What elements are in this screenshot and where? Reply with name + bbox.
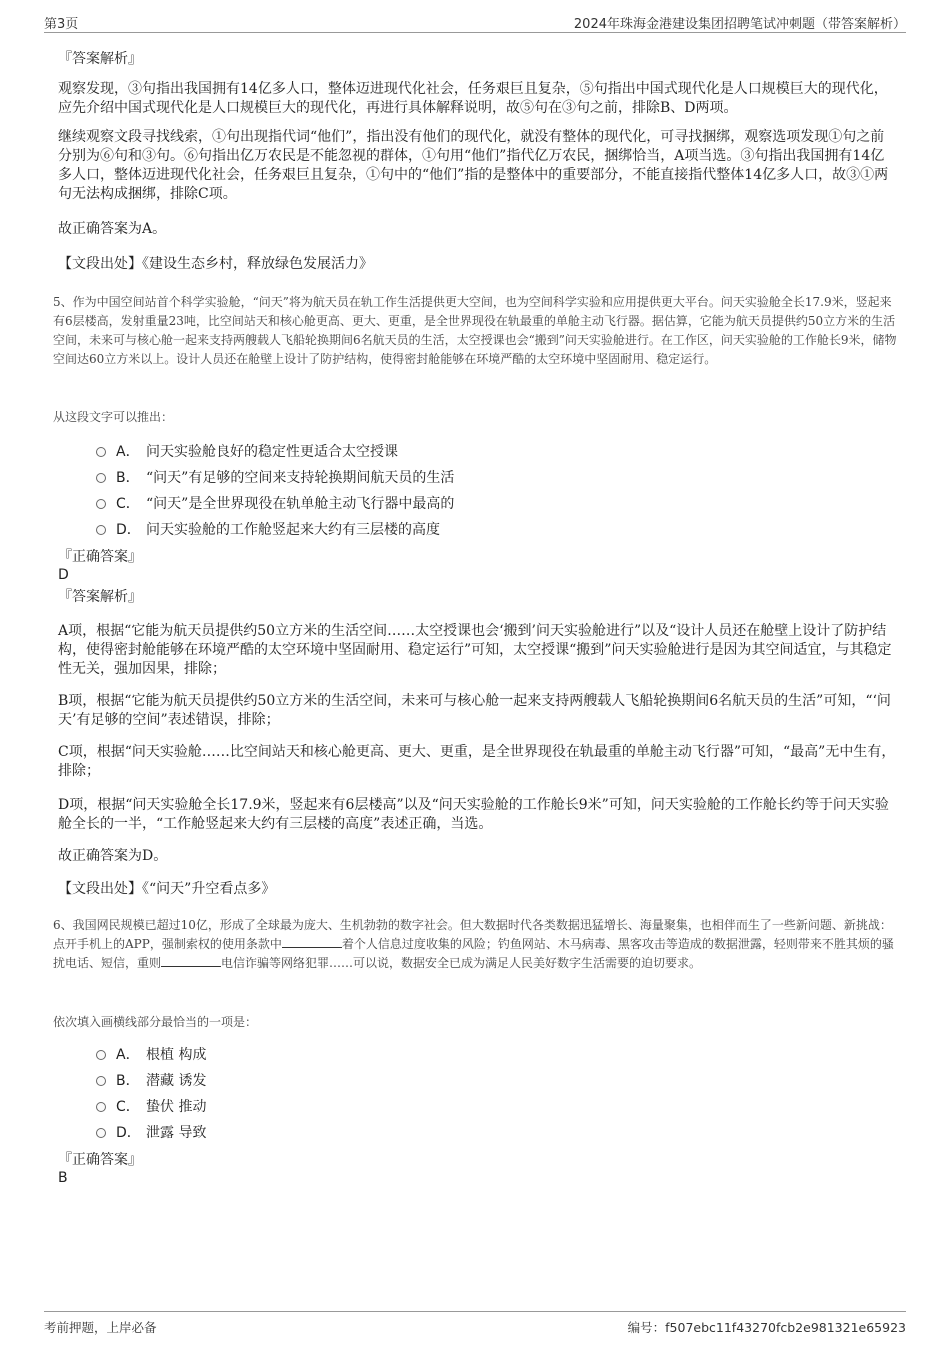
option-letter: C． bbox=[116, 1099, 140, 1115]
footer-slogan: 考前押题，上岸必备 bbox=[44, 1320, 157, 1335]
source-citation: 【文段出处】《建设生态乡村，释放绿色发展活力》 bbox=[58, 256, 373, 272]
option-text: 问天实验舱良好的稳定性更适合太空授课 bbox=[146, 444, 398, 460]
option-text: 潜藏 诱发 bbox=[146, 1073, 207, 1089]
option-c[interactable] bbox=[96, 1097, 206, 1117]
radio-button[interactable] bbox=[96, 499, 106, 509]
analysis-paragraph: 观察发现，③句指出我国拥有14亿多人口，整体迈进现代化社会，任务艰巨且复杂，⑤句指出中国式现代化是人口规模巨大的现代化，应先介绍中国式现代化是人口规模巨大的现代化，再进行具体解释说明，故⑤句在③句之前，排除B、D两项。 bbox=[58, 81, 888, 116]
analysis-item-a: A项，根据“它能为航天员提供约50立方米的生活空间……太空授课也会‘搬到’问天实验舱进行”以及“设计人员还在舱壁上设计了防护结构，使得密封舱能够在环境严酷的太空环境中坚固耐用、稳定运行”可知，太空授课“搬到”问天实验舱进行是因为其空间适宜，与其稳定性无关，强加因果，排除； bbox=[58, 623, 892, 677]
conclusion: 故正确答案为A。 bbox=[58, 221, 167, 237]
option-letter: B． bbox=[116, 470, 140, 486]
option-text: 蛰伏 推动 bbox=[146, 1099, 207, 1115]
radio-button[interactable] bbox=[96, 1050, 106, 1060]
radio-button[interactable] bbox=[96, 447, 106, 457]
analysis-paragraph: 继续观察文段寻找线索，①句出现指代词“他们”，指出没有他们的现代化，就没有整体的现代化，可寻找捆绑，观察选项发现①句之前分别为⑥句和③句。⑥句指出亿万农民是不能忽视的群体，①句用“他们”指代亿万农民，捆绑恰当，A项当选。③句指出我国拥有14亿多人口，整体迈进现代化社会，任务艰巨且复杂，①句中的“他们”指的是整体中的重要部分，不能直接指代整体14亿多人口，故③①两句无法构成捆绑，排除C项。 bbox=[58, 129, 889, 202]
analysis-item-d: D项，根据“问天实验舱全长17.9米，竖起来有6层楼高”以及“问天实验舱的工作舱长9米”可知，问天实验舱的工作舱长约等于问天实验舱全长的一半，“工作舱竖起来大约有三层楼的高度”表述正确，当选。 bbox=[58, 797, 889, 832]
option-c[interactable] bbox=[96, 494, 454, 514]
question-text bbox=[53, 916, 898, 973]
page-footer bbox=[44, 1311, 906, 1338]
analysis-label: 『答案解析』 bbox=[58, 589, 142, 605]
question-stem: 从这段文字可以推出： bbox=[53, 410, 174, 424]
page-number: 第3页 bbox=[44, 17, 79, 32]
radio-button[interactable] bbox=[96, 1076, 106, 1086]
document-title: 2024年珠海金港建设集团招聘笔试冲刺题（带答案解析） bbox=[573, 17, 906, 32]
fill-blank bbox=[282, 947, 342, 948]
correct-answer: B bbox=[58, 1170, 68, 1186]
fill-blank bbox=[161, 966, 221, 967]
radio-button[interactable] bbox=[96, 1128, 106, 1138]
document-code: 编号：f507ebc11f43270fcb2e981321e65923 bbox=[627, 1320, 906, 1335]
question-text-part: 6、我国网民规模已超过10亿，形成了全球最为庞大、生机勃勃的数字社会。但大数据时代各类数据迅猛增长、海量聚集，也相伴而生了一些新问题、新挑战：点开手机上的APP，强制索权的使用条款中 bbox=[53, 918, 892, 951]
option-b[interactable] bbox=[96, 468, 454, 488]
source-citation: 【文段出处】《“问天”升空看点多》 bbox=[58, 881, 276, 897]
question-stem: 依次填入画横线部分最恰当的一项是： bbox=[53, 1015, 258, 1029]
option-a[interactable] bbox=[96, 1045, 206, 1065]
analysis-label: 『答案解析』 bbox=[58, 51, 142, 67]
option-text: “问天”是全世界现役在轨单舱主动飞行器中最高的 bbox=[146, 496, 455, 512]
correct-answer-label: 『正确答案』 bbox=[58, 1152, 142, 1168]
question-text-part: 着个人信息过度收集的风险；钓鱼网站、木马病毒、黑客攻击等造成的数据泄露，轻则带来不胜其烦的骚扰电话、短信，重则 bbox=[53, 937, 894, 970]
radio-button[interactable] bbox=[96, 525, 106, 535]
option-letter: B． bbox=[116, 1073, 140, 1089]
analysis-item-b: B项，根据“它能为航天员提供约50立方米的生活空间，未来可与核心舱一起来支持两艘载人飞船轮换期间6名航天员的生活”可知，“‘问天’有足够的空间”表述错误，排除； bbox=[58, 693, 891, 728]
option-letter: D． bbox=[116, 522, 141, 538]
radio-button[interactable] bbox=[96, 473, 106, 483]
option-text: 泄露 导致 bbox=[146, 1125, 207, 1141]
option-letter: A． bbox=[116, 1047, 140, 1063]
option-letter: A． bbox=[116, 444, 140, 460]
option-text: “问天”有足够的空间来支持轮换期间航天员的生活 bbox=[146, 470, 455, 486]
correct-answer-label: 『正确答案』 bbox=[58, 549, 142, 565]
radio-button[interactable] bbox=[96, 1102, 106, 1112]
option-d[interactable] bbox=[96, 520, 440, 540]
question-text: 5、作为中国空间站首个科学实验舱，“问天”将为航天员在轨工作生活提供更大空间，也为空间科学实验和应用提供更大平台。问天实验舱全长17.9米，竖起来有6层楼高，发射重量23吨，比空间站天和核心舱更高、更大、更重，是全世界现役在轨最重的单舱主动飞行器。据估算，它能为航天员提供约50立方米的生活空间，未来可与核心舱一起来支持两艘载人飞船轮换期间6名航天员的生活，太空授课也会“搬到”问天实验舱进行。在工作区，问天实验舱的工作舱长9米，储物空间达60立方米以上。设计人员还在舱壁上设计了防护结构，使得密封舱能够在环境严酷的太空环境中坚固耐用、稳定运行。 bbox=[53, 295, 897, 366]
option-d[interactable] bbox=[96, 1123, 206, 1143]
analysis-item-c: C项，根据“问天实验舱……比空间站天和核心舱更高、更大、更重，是全世界现役在轨最重的单舱主动飞行器”可知，“最高”无中生有，排除； bbox=[58, 744, 896, 779]
option-a[interactable] bbox=[96, 442, 398, 462]
page-header bbox=[44, 10, 906, 33]
option-b[interactable] bbox=[96, 1071, 206, 1091]
conclusion: 故正确答案为D。 bbox=[58, 848, 168, 864]
option-text: 问天实验舱的工作舱竖起来大约有三层楼的高度 bbox=[146, 522, 440, 538]
option-letter: C． bbox=[116, 496, 140, 512]
correct-answer: D bbox=[58, 567, 69, 583]
option-letter: D． bbox=[116, 1125, 141, 1141]
question-text-part: 电信诈骗等网络犯罪……可以说，数据安全已成为满足人民美好数字生活需要的迫切要求。 bbox=[221, 956, 702, 970]
option-text: 根植 构成 bbox=[146, 1047, 207, 1063]
